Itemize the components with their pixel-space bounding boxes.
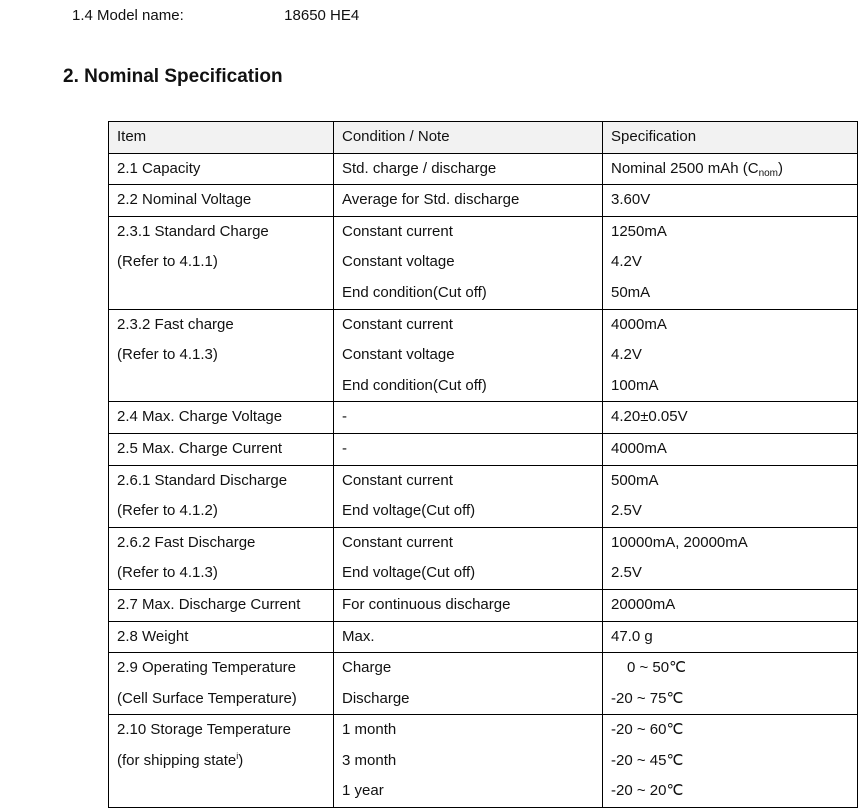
specification-line: 1250mA bbox=[611, 222, 667, 240]
table-row bbox=[109, 715, 858, 808]
item-cell bbox=[109, 309, 334, 402]
condition-line: Discharge bbox=[342, 689, 410, 707]
specification-cell bbox=[603, 589, 858, 621]
item-line: (Refer to 4.1.2) bbox=[117, 502, 218, 520]
item-line: 2.9 Operating Temperature bbox=[117, 659, 296, 677]
condition-line: 1 year bbox=[342, 782, 384, 800]
item-line: (Refer to 4.1.3) bbox=[117, 564, 218, 582]
item-line: 2.5 Max. Charge Current bbox=[117, 439, 283, 457]
item-cell bbox=[109, 715, 334, 808]
item-line: 2.6.2 Fast Discharge bbox=[117, 533, 256, 551]
header-specification: Specification bbox=[603, 122, 858, 154]
item-line: (Refer to 4.1.3) bbox=[117, 346, 218, 364]
item-cell bbox=[109, 653, 334, 715]
condition-cell bbox=[334, 433, 603, 465]
item-line: 2.10 Storage Temperature bbox=[117, 721, 292, 739]
table-row bbox=[109, 621, 858, 653]
table-row bbox=[109, 185, 858, 217]
specification-line: 20000mA bbox=[611, 595, 676, 613]
condition-cell bbox=[334, 527, 603, 589]
table-header-row bbox=[109, 122, 858, 154]
item-line: 2.8 Weight bbox=[117, 627, 189, 645]
condition-line: Constant current bbox=[342, 315, 453, 333]
specification-line: 4.2V bbox=[611, 253, 642, 271]
specification-line: 4.2V bbox=[611, 346, 642, 364]
item-line: 2.2 Nominal Voltage bbox=[117, 191, 252, 209]
specification-cell bbox=[603, 715, 858, 808]
condition-line: End condition(Cut off) bbox=[342, 283, 487, 301]
specification-line: Nominal 2500 mAh $(C_{nom})$ bbox=[611, 159, 784, 179]
table-row bbox=[109, 402, 858, 434]
table-row bbox=[109, 465, 858, 527]
item-cell bbox=[109, 216, 334, 309]
specification-cell bbox=[603, 621, 858, 653]
condition-line: Std. charge / discharge bbox=[342, 159, 497, 177]
condition-cell bbox=[334, 185, 603, 217]
condition-cell bbox=[334, 153, 603, 185]
condition-cell bbox=[334, 465, 603, 527]
specification-cell bbox=[603, 185, 858, 217]
item-cell bbox=[109, 621, 334, 653]
condition-line: Average for Std. discharge bbox=[342, 191, 520, 209]
condition-cell bbox=[334, 589, 603, 621]
condition-line: End voltage(Cut off) bbox=[342, 502, 476, 520]
condition-line: - bbox=[342, 439, 347, 457]
condition-cell bbox=[334, 309, 603, 402]
condition-line: Constant current bbox=[342, 533, 453, 551]
condition-cell bbox=[334, 402, 603, 434]
item-cell bbox=[109, 589, 334, 621]
section-title: 2. Nominal Specification bbox=[63, 66, 283, 87]
item-cell bbox=[109, 402, 334, 434]
item-line: (Refer to 4.1.1) bbox=[117, 253, 218, 271]
model-name-row bbox=[72, 7, 359, 24]
item-line: 2.1 Capacity bbox=[117, 159, 201, 177]
condition-line: 1 month bbox=[342, 721, 397, 739]
condition-line: Constant current bbox=[342, 471, 453, 489]
condition-line: - bbox=[342, 408, 347, 426]
specification-cell bbox=[603, 216, 858, 309]
specification-line: -20 ~ 60℃ bbox=[611, 721, 684, 739]
header-condition: Condition / Note bbox=[334, 122, 603, 154]
item-line: 2.7 Max. Discharge Current bbox=[117, 595, 301, 613]
specification-cell bbox=[603, 153, 858, 185]
condition-line: End voltage(Cut off) bbox=[342, 564, 476, 582]
specification-cell bbox=[603, 527, 858, 589]
specification-cell bbox=[603, 433, 858, 465]
item-cell bbox=[109, 185, 334, 217]
item-cell bbox=[109, 153, 334, 185]
condition-line: Constant voltage bbox=[342, 253, 455, 271]
specification-line: 2.5V bbox=[611, 502, 642, 520]
specification-line: 50mA bbox=[611, 283, 651, 301]
item-cell bbox=[109, 433, 334, 465]
condition-line: 3 month bbox=[342, 751, 397, 769]
specification-cell bbox=[603, 653, 858, 715]
table-row bbox=[109, 153, 858, 185]
footnote-marker: i bbox=[236, 750, 239, 761]
condition-line: Constant current bbox=[342, 222, 453, 240]
specification-line: -20 ~ 20℃ bbox=[611, 782, 684, 800]
specification-line: 47.0 g bbox=[611, 627, 653, 645]
condition-line: Charge bbox=[342, 659, 392, 677]
condition-line: For continuous discharge bbox=[342, 595, 511, 613]
condition-cell bbox=[334, 216, 603, 309]
specification-line: 2.5V bbox=[611, 564, 642, 582]
specification-line: 100mA bbox=[611, 376, 659, 394]
item-line: (for shipping state$^i$) bbox=[117, 750, 244, 769]
item-line: 2.4 Max. Charge Voltage bbox=[117, 408, 283, 426]
table-row bbox=[109, 309, 858, 402]
header-item: Item bbox=[109, 122, 334, 154]
condition-cell bbox=[334, 621, 603, 653]
item-line: (Cell Surface Temperature) bbox=[117, 689, 297, 707]
specification-line: 500mA bbox=[611, 471, 659, 489]
model-name-label: 1.4 Model name: bbox=[72, 7, 184, 24]
table-row bbox=[109, 527, 858, 589]
specification-line: -20 ~ 75℃ bbox=[611, 689, 684, 707]
specification-line: 4.20±0.05V bbox=[611, 408, 688, 426]
specification-cell bbox=[603, 402, 858, 434]
specification-line: -20 ~ 45℃ bbox=[611, 751, 684, 769]
nominal-spec-table bbox=[108, 121, 858, 808]
table-row bbox=[109, 433, 858, 465]
condition-cell bbox=[334, 653, 603, 715]
specification-line: 4000mA bbox=[611, 439, 667, 457]
item-cell bbox=[109, 527, 334, 589]
specification-line: 0 ~ 50℃ bbox=[627, 659, 686, 677]
model-name-value: 18650 HE4 bbox=[284, 7, 360, 24]
specification-line: 10000mA, 20000mA bbox=[611, 533, 748, 551]
condition-line: Constant voltage bbox=[342, 346, 455, 364]
specification-cell bbox=[603, 465, 858, 527]
table-row bbox=[109, 589, 858, 621]
specification-cell bbox=[603, 309, 858, 402]
item-line: 2.3.2 Fast charge bbox=[117, 315, 234, 333]
table-row bbox=[109, 216, 858, 309]
condition-line: End condition(Cut off) bbox=[342, 376, 487, 394]
condition-cell bbox=[334, 715, 603, 808]
condition-line: Max. bbox=[342, 627, 375, 645]
specification-line: 3.60V bbox=[611, 191, 651, 209]
table-row bbox=[109, 653, 858, 715]
specification-line: 4000mA bbox=[611, 315, 667, 333]
item-line: 2.6.1 Standard Discharge bbox=[117, 471, 288, 489]
item-line: 2.3.1 Standard Charge bbox=[117, 222, 269, 240]
item-cell bbox=[109, 465, 334, 527]
